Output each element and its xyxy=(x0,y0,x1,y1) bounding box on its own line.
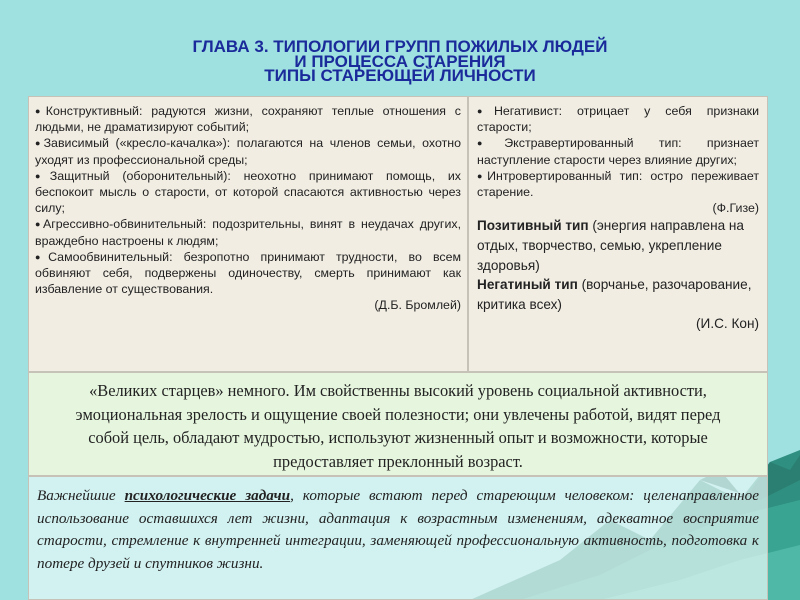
author-citation: (Ф.Гизе) xyxy=(712,201,759,216)
list-item: ●Защитный (оборонительный): неохотно принимают помощь, их беспокоит мысль о старости, от которой спасаются активностью через силу; xyxy=(35,168,462,216)
list-item: ●Самообвинительный: безропотно принимают трудности, во всем обвиняют себя, подвержены одиночеству, смерть принимают как избавление от существования. xyxy=(35,249,461,297)
bullet-icon: ● xyxy=(477,106,494,116)
positive-type: Позитивный тип (энергия направлена на отдых, творчество, семью, укрепление здоровья) xyxy=(477,218,744,273)
list-item: ●Агрессивно-обвинительный: подозрительны, винят в неудачах других, враждебно настроены к людям; xyxy=(35,217,462,248)
giese-kon-types-cell xyxy=(468,96,768,372)
slide-title-line1: ГЛАВА 3. ТИПОЛОГИИ ГРУПП ПОЖИЛЫХ ЛЮДЕЙ xyxy=(192,37,608,56)
bullet-icon: ● xyxy=(35,170,50,181)
author-citation: (Д.Б. Бромлей) xyxy=(374,298,461,313)
slide-subtitle: ТИПЫ СТАРЕЮЩЕЙ ЛИЧНОСТИ xyxy=(264,66,536,85)
emphasis-text: психологические задачи xyxy=(124,487,291,504)
bullet-icon: ● xyxy=(35,251,49,262)
bullet-icon: ● xyxy=(477,170,488,181)
bullet-icon: ● xyxy=(477,138,505,149)
list-item: ●Интровертированный тип: остро переживает старение. xyxy=(477,168,759,200)
bullet-icon: ● xyxy=(35,219,43,230)
author-citation: (И.С. Кон) xyxy=(696,316,759,332)
list-item: ●Зависимый («кресло-качалка»): полагаются на членов семьи, охотно уходят из профессиональной среды; xyxy=(35,136,462,167)
list-item: ●Негативист: отрицает у себя признаки старости; xyxy=(477,104,760,135)
bullet-icon: ● xyxy=(35,106,46,116)
slide-title-line2: И ПРОЦЕССА СТАРЕНИЯ xyxy=(294,52,506,71)
bullet-icon: ● xyxy=(35,138,44,149)
great-elders-text: «Великих старцев» немного. Им свойственны высокий уровень социальной активности, эмоциональная зрелость и ощущение своей полезности; они увлечены работой, видят перед собой цель, обладают мудростью, используют жизненный опыт и возможности, которые предоставляет преклонный возраст. xyxy=(75,381,721,471)
list-item: ●Конструктивный: радуются жизни, сохраняют теплые отношения с людьми, не драматизируют событий; xyxy=(35,104,461,135)
list-item: ●Экстравертированный тип: признает наступление старости через влияние других; xyxy=(477,136,759,167)
tasks-text: , которые встают перед стареющим человеком: целенаправленное использование оставшихся лет жизни, адаптация к возрастным изменениям, адекватное восприятие старости, стремление к внутренней интеграции, заменяющей профессиональную активность, подготовка к потере друзей и спутников жизни. xyxy=(37,487,759,572)
negative-type: Негатиный тип (ворчанье, разочарование, критика всех) xyxy=(477,277,752,312)
great-elders-cell xyxy=(28,372,768,476)
bromley-types-cell xyxy=(28,96,468,372)
psychological-tasks-cell: Важнейшие психологические задачи, которые встают перед стареющим человеком: целенаправленное использование оставшихся лет жизни, адаптация к возрастным изменениям, адекватное восприятие старости, стремление к внутренней интеграции, заменяющей профессиональную активность, подготовка к потере друзей и спутников жизни. xyxy=(28,476,768,600)
